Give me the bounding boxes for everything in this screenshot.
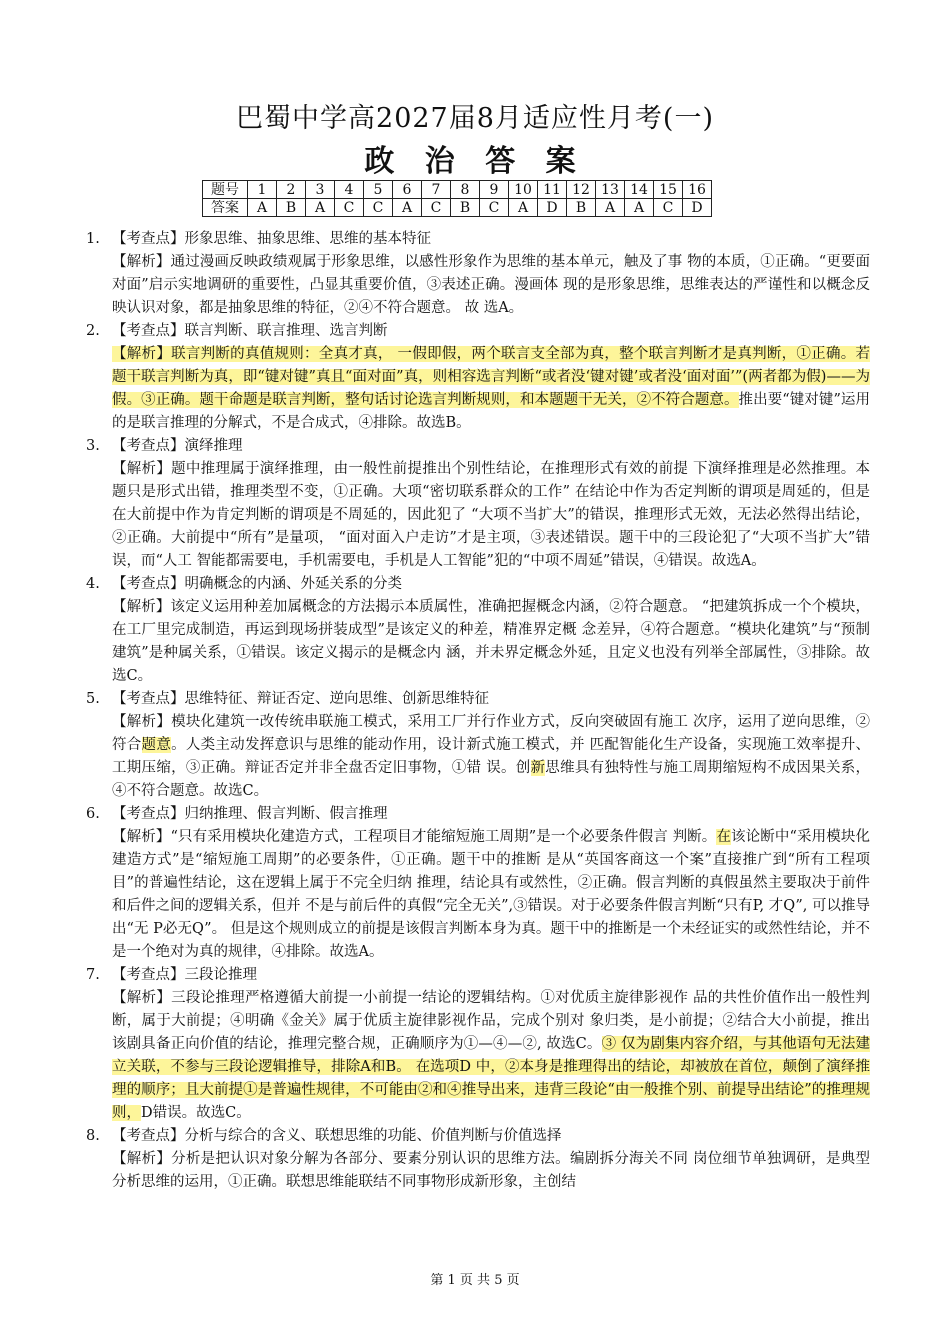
exam-point: 【考查点】三段论推理: [112, 967, 257, 983]
question-number-cell: 6: [393, 181, 422, 199]
page-title: 巴蜀中学高2027届8月适应性月考(一): [236, 103, 714, 134]
question-number-cell: 3: [306, 181, 335, 199]
exam-point-line: [86, 228, 870, 251]
exam-point: 【考查点】联言判断、联言推理、选言判断: [112, 323, 388, 339]
question-number: 7.: [86, 967, 100, 983]
analysis-segment: 【解析】模块化建筑一改传统串联施工模式，采用工厂并行作业方式，反向突破固有施工 次序，运用了逆向思维，②符合: [112, 714, 870, 753]
question-number-cell: 10: [509, 181, 538, 199]
answer-table-header: 答案: [203, 199, 248, 217]
question-number-cell: 15: [654, 181, 683, 199]
highlighted-text: 【解析】联言判断的真值规则：全真才真， 一假即假，两个联言支全部为真，整个联言判断才是真判断，①正确。若题干联言判断为真，即“键对键”真且“面对面”真，则相容选言判断“或者没‘键对键’或者没‘面对面’”(两者都为假)——为假。③正确。题干命题是联言判断，整句话讨论选言判断规则，和本题题干无关，②不符合题意。: [112, 346, 870, 408]
highlighted-text: ③ 仅为剧集内容介绍，与其他语句无法建立关联，不参与三段论逻辑推导，排除A和B。 在选项D 中，②本身是推理得出的结论，却被放在首位，颠倒了演绎推理的顺序；且大前提①是普遍性规律，不可能由②和④推导出来，违背三段论“由一般推个别、前提导出结论”的推理规则，: [112, 1036, 870, 1121]
analysis-segment: 【解析】该定义运用种差加属概念的方法揭示本质属性，准确把握概念内涵，②符合题意。 “把建筑拆成一个个模块，在工厂里完成制造，再运到现场拼装成型”是该定义的种差，精准界定概 念差异，④符合题意。“模块化建筑”与“预制建筑”是种属关系，①错误。该定义揭示的是概念内 涵，并未界定概念外延，且定义也没有列举全部属性，③排除。故选C。: [112, 599, 870, 684]
answer-cell: A: [248, 199, 277, 217]
exam-point-line: [86, 435, 870, 458]
exam-point-line: [86, 1125, 870, 1148]
answer-cell: A: [625, 199, 654, 217]
page-footer: 第 1 页 共 5 页: [430, 1273, 520, 1288]
question-number-cell: 4: [335, 181, 364, 199]
question-number: 5.: [86, 691, 100, 707]
analysis-segment: 【解析】“只有采用模块化建造方式，工程项目才能缩短施工周期”是一个必要条件假言 判断。: [112, 829, 717, 845]
analysis-text: [86, 251, 870, 320]
analysis-text: [86, 711, 870, 803]
question-number-cell: 2: [277, 181, 306, 199]
question-block: [86, 320, 870, 435]
exam-point-line: [86, 964, 870, 987]
answer-table-number-row: [203, 181, 712, 199]
question-number-cell: 8: [451, 181, 480, 199]
answer-cell: C: [364, 199, 393, 217]
exam-point: 【考查点】归纳推理、假言判断、假言推理: [112, 806, 388, 822]
answer-cell: C: [335, 199, 364, 217]
answer-table: [202, 180, 712, 217]
answer-cell: B: [277, 199, 306, 217]
answer-table-header: 题号: [203, 181, 248, 199]
analysis-segment: D错误。故选C。: [141, 1105, 251, 1121]
analysis-segment: 思维具有独特性与施工周期缩短构不成因果关系，④不符合题意。故选C。: [112, 760, 871, 799]
page-subtitle: 政 治 答 案: [364, 144, 586, 179]
exam-point: 【考查点】思维特征、辩证否定、逆向思维、创新思维特征: [112, 691, 489, 707]
question-number-cell: 16: [683, 181, 712, 199]
analysis-segment: 【解析】三段论推理严格遵循大前提一小前提一结论的逻辑结构。①对优质主旋律影视作 品的共性价值作出一般性判断，属于大前提；④明确《金关》属于优质主旋律影视作品，完成个别对 象归类，是小前提；②结合大小前提，推出该剧具备正向价值的结论，推理完整合规，正确顺序为①—④—②, 故选C。: [112, 990, 870, 1052]
question-block: [86, 435, 870, 573]
analysis-segment: 。人类主动发挥意识与思维的能动作用，设计新式施工模式，并 匹配智能化生产设备，实现施工效率提升、工期压缩，③正确。辩证否定并非全盘否定旧事物，①错 误。创: [112, 737, 870, 776]
question-number: 3.: [86, 438, 100, 454]
answer-cell: C: [422, 199, 451, 217]
question-number: 4.: [86, 576, 100, 592]
answer-cell: B: [451, 199, 480, 217]
exam-point: 【考查点】分析与综合的含义、联想思维的功能、价值判断与价值选择: [112, 1128, 562, 1144]
question-block: [86, 1125, 870, 1194]
analysis-segment: 【解析】题中推理属于演绎推理，由一般性前提推出个别性结论，在推理形式有效的前提 下演绎推理是必然推理。本题只是形式出错，推理类型不变，①正确。大项“密切联系群众的工作” 在结论中作为否定判断的谓项是周延的，但是在大前提中作为肯定判断的谓项是不周延的，因此犯了 “大项不当扩大”的错误，推理形式无效，无法必然得出结论，②正确。大前提中“所有”是量项， “面对面入户走访”才是主项，③表述错误。题干中的三段论犯了“大项不当扩大”错误，而“人工 智能都需要电，手机需要电，手机是人工智能”犯的“中项不周延”错误，④错误。故选A。: [112, 461, 870, 569]
question-number: 8.: [86, 1128, 100, 1144]
answer-table-answer-row: [203, 199, 712, 217]
answer-cell: A: [596, 199, 625, 217]
analysis-text: [86, 1148, 870, 1194]
analysis-text: [86, 343, 870, 435]
analysis-segment: 推出要“键对键”运用的是联言推理的分解式，不是合成式，④排除。故选B。: [112, 392, 871, 431]
highlighted-text: 在: [716, 829, 732, 845]
question-number: 1.: [86, 231, 100, 247]
question-number-cell: 11: [538, 181, 567, 199]
highlighted-text: 题意: [141, 737, 172, 753]
question-number-cell: 12: [567, 181, 596, 199]
exam-point-line: [86, 803, 870, 826]
question-number-cell: 14: [625, 181, 654, 199]
analysis-segment: 【解析】分析是把认识对象分解为各部分、要素分别认识的思维方法。编剧拆分海关不同 岗位细节单独调研，是典型分析思维的运用，①正确。联想思维能联结不同事物形成新形象，主创结: [112, 1151, 870, 1190]
answer-explanations: [86, 228, 870, 1194]
exam-point-line: [86, 688, 870, 711]
exam-point-line: [86, 320, 870, 343]
question-block: [86, 803, 870, 964]
answer-cell: D: [538, 199, 567, 217]
exam-point: 【考查点】形象思维、抽象思维、思维的基本特征: [112, 231, 431, 247]
answer-cell: C: [654, 199, 683, 217]
analysis-segment: 该论断中“采用模块化建造方式”是“缩短施工周期”的必要条件，①正确。题干中的推断 是从“英国客商这一个案”直接推广到“所有工程项目”的普遍性结论，这在逻辑上属于不完全归纳 推理，结论具有或然性，②正确。假言判断的真假虽然主要取决于前件和后件之间的逻辑关系，但并 不是与前后件的真假“完全无关”,③错误。对于必要条件假言判断“只有P, 才Q”, 可以推导出“无 P必无Q”。 但是这个规则成立的前提是该假言判断本身为真。题干中的推断是一个未经证实的或然性结论，并不是一个绝对为真的规律，④排除。故选A。: [112, 829, 871, 960]
answer-cell: A: [509, 199, 538, 217]
analysis-text: [86, 826, 870, 964]
answer-cell: C: [480, 199, 509, 217]
question-number-cell: 9: [480, 181, 509, 199]
analysis-segment: 【解析】通过漫画反映政绩观属于形象思维，以感性形象作为思维的基本单元，触及了事 物的本质，①正确。“更要面对面”启示实地调研的重要性，凸显其重要价值，③表述正确。漫画体 现的是形象思维，思维表达的严谨性和以概念反映认识对象，都是抽象思维的特征，②④不符合题意。 故 选A。: [112, 254, 870, 316]
question-number-cell: 5: [364, 181, 393, 199]
question-block: [86, 228, 870, 320]
exam-point: 【考查点】演绎推理: [112, 438, 243, 454]
question-block: [86, 964, 870, 1125]
question-block: [86, 688, 870, 803]
answer-cell: A: [306, 199, 335, 217]
question-number-cell: 1: [248, 181, 277, 199]
highlighted-text: 新: [530, 760, 546, 776]
answer-cell: D: [683, 199, 712, 217]
answer-cell: A: [393, 199, 422, 217]
answer-cell: B: [567, 199, 596, 217]
exam-point: 【考查点】明确概念的内涵、外延关系的分类: [112, 576, 402, 592]
question-number-cell: 13: [596, 181, 625, 199]
question-block: [86, 573, 870, 688]
question-number: 6.: [86, 806, 100, 822]
question-number: 2.: [86, 323, 100, 339]
analysis-text: [86, 596, 870, 688]
exam-point-line: [86, 573, 870, 596]
analysis-text: [86, 987, 870, 1125]
analysis-text: [86, 458, 870, 573]
question-number-cell: 7: [422, 181, 451, 199]
